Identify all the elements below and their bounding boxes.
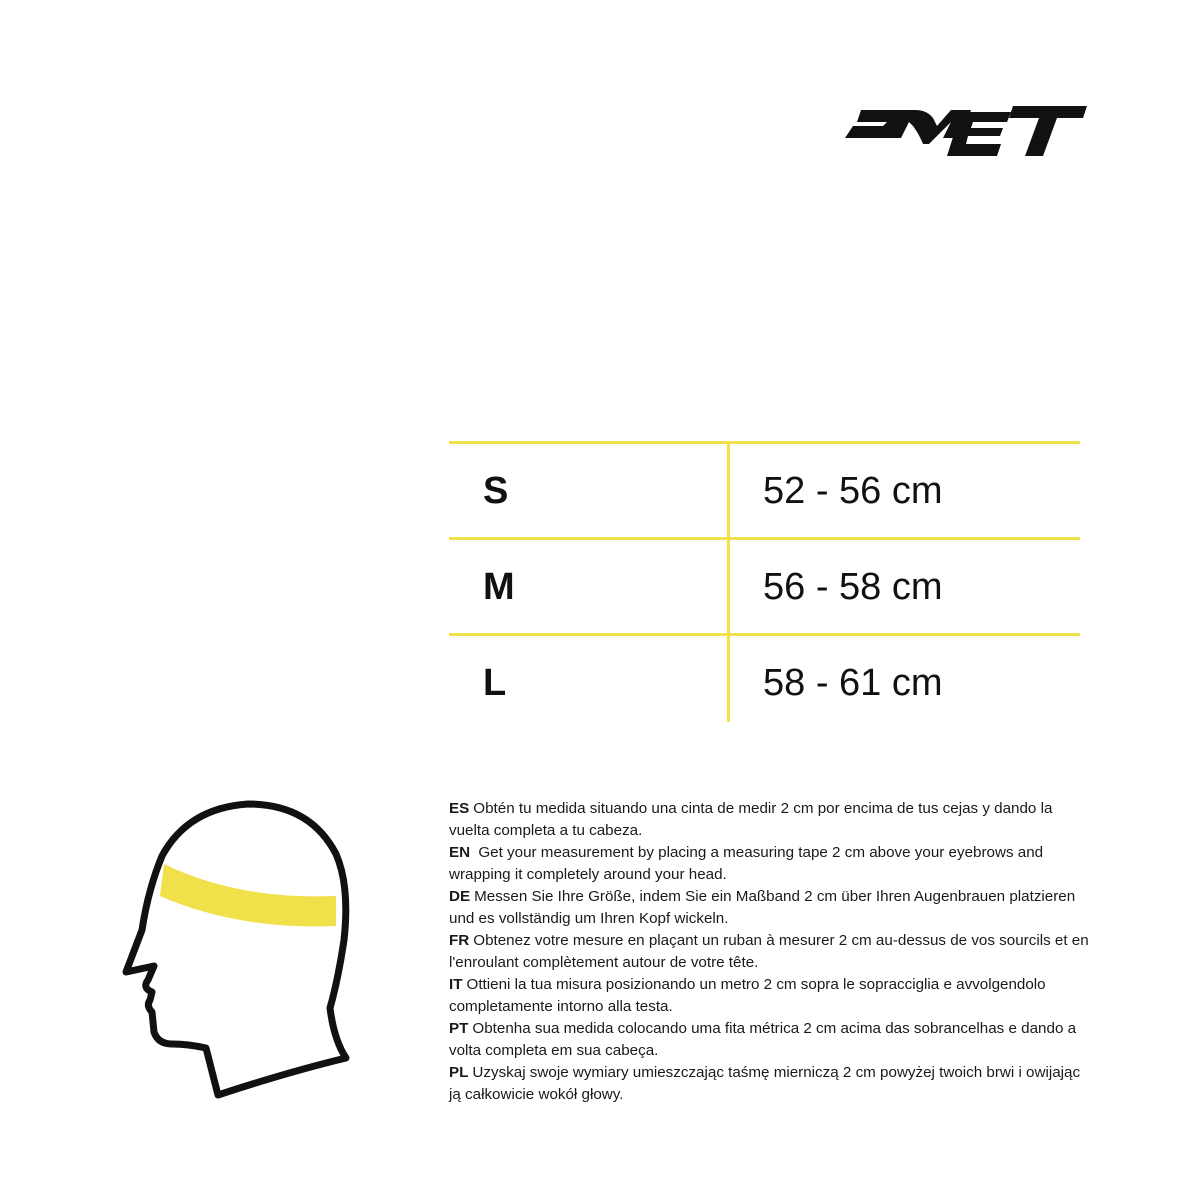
head-measurement-icon xyxy=(118,800,358,1100)
instruction-en xyxy=(449,842,1089,886)
instruction-text: Obtén tu medida situando una cinta de medir 2 cm por encima de tus cejas y dando la vuelta completa a tu cabeza. xyxy=(449,800,1053,839)
lang-code: EN xyxy=(449,844,471,861)
measurement-instructions xyxy=(449,798,1089,1106)
instruction-pt xyxy=(449,1018,1089,1062)
instruction-text: Get your measurement by placing a measuring tape 2 cm above your eyebrows and wrapping it completely around your head. xyxy=(449,844,1044,883)
instruction-text: Obtenha sua medida colocando uma fita métrica 2 cm acima das sobrancelhas e dando a volta completa em sua cabeça. xyxy=(449,1020,1077,1059)
instruction-text: Ottieni la tua misura posizionando un metro 2 cm sopra le sopracciglia e avvolgendolo completamente intorno alla testa. xyxy=(449,976,1046,1015)
lang-code: PT xyxy=(449,1020,469,1037)
lang-code: FR xyxy=(449,932,470,949)
column-divider xyxy=(727,444,730,537)
size-chart-table xyxy=(449,441,1080,722)
instruction-pl xyxy=(449,1062,1089,1106)
instruction-text: Messen Sie Ihre Größe, indem Sie ein Maßband 2 cm über Ihren Augenbrauen platzieren und es vollständig um Ihren Kopf wickeln. xyxy=(449,888,1076,927)
size-row-s xyxy=(449,441,1080,537)
instruction-text: Obtenez votre mesure en plaçant un ruban à mesurer 2 cm au-dessus de vos sourcils et en l'enroulant complètement autour de votre tête. xyxy=(449,932,1089,971)
size-range: 56 - 58 cm xyxy=(763,566,943,608)
met-logo-mark xyxy=(843,104,1089,160)
lang-code: PL xyxy=(449,1064,469,1081)
instruction-it xyxy=(449,974,1089,1018)
lang-code: IT xyxy=(449,976,463,993)
lang-code: ES xyxy=(449,800,470,817)
met-logo xyxy=(843,104,1089,160)
size-row-m xyxy=(449,537,1080,633)
column-divider xyxy=(727,636,730,722)
size-label: M xyxy=(483,566,516,608)
instruction-de xyxy=(449,886,1089,930)
lang-code: DE xyxy=(449,888,471,905)
size-label: S xyxy=(483,470,510,512)
size-row-l xyxy=(449,633,1080,722)
size-range: 58 - 61 cm xyxy=(763,662,943,704)
instruction-fr xyxy=(449,930,1089,974)
instruction-text: Uzyskaj swoje wymiary umieszczając taśmę mierniczą 2 cm powyżej twoich brwi i owijając ją całkowicie wokół głowy. xyxy=(449,1064,1081,1103)
column-divider xyxy=(727,540,730,633)
size-label: L xyxy=(483,662,508,704)
size-range: 52 - 56 cm xyxy=(763,470,943,512)
instruction-es xyxy=(449,798,1089,842)
